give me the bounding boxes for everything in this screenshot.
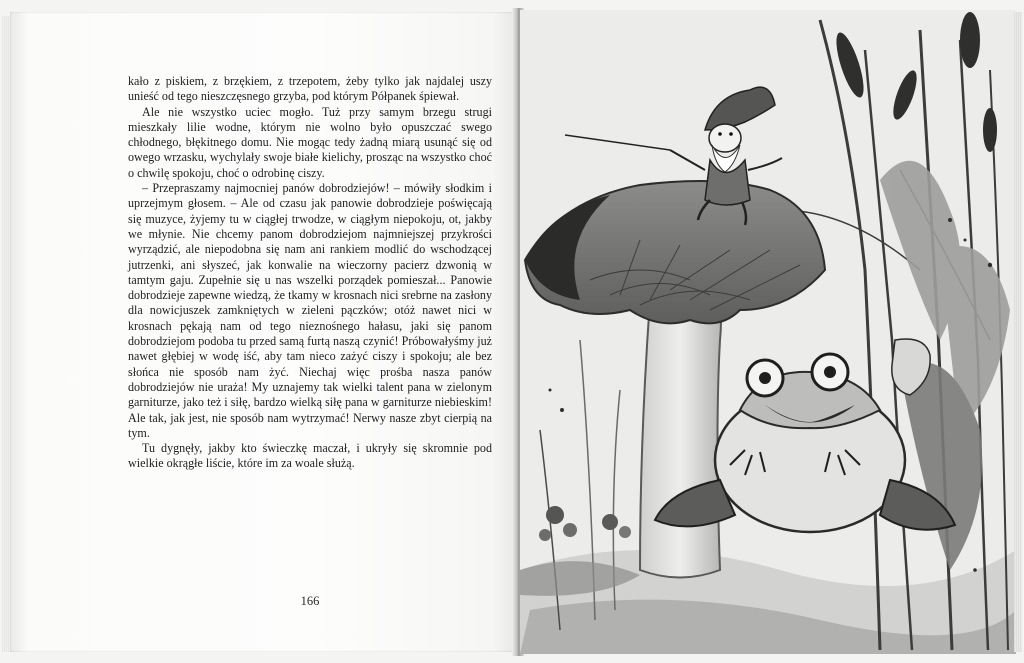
left-page <box>10 12 518 652</box>
story-text <box>128 74 492 472</box>
paragraph: Ale nie wszystko uciec mogło. Tuż przy samym brzegu strugi mieszkały lilie wodne, którym nie wolno było opuszczać swego chłodnego, błękitnego domu. Nie mogąc tedy żadną miarą usunąć się od owego wrzasku, wychylały swoje białe kielichy, prosząc na wszystko choć o chwilę spokoju, choć o odrobinę ciszy. <box>128 104 492 180</box>
right-page <box>520 10 1016 654</box>
paragraph: kało z piskiem, z brzękiem, z trzepotem, żeby tylko jak najdalej uszy unieść od tego nieszczęsnego grzyba, pod którym Półpanek śpiewał. <box>128 74 492 104</box>
gnome-on-mushroom-illustration <box>520 10 1016 654</box>
paragraph: Tu dygnęły, jakby kto świeczkę maczał, i ukryły się skromnie pod wielkie okrągłe liście, które im za woale służą. <box>128 441 492 471</box>
paragraph: – Przepraszamy najmocniej panów dobrodziejów! – mówiły słodkim i uprzejmym głosem. – Ale od czasu jak panowie dobrodzieje poświęcają się muzyce, żyjemy tu w ciągłej trwodze, w ciągłym niepokoju, ot, jakby we młynie. Nie chcemy panom dobrodziejom najmniejszej przykrości wyrządzić, ale niepodobna się nam ani rankiem modlić do wschodzącej jutrzenki, ani słyszeć, jak konwalie na wieczorny pacierz dzwonią w tamtym gaju. Zupełnie się u nas wszelki porządek pomieszał... Panowie dobrodzieje zapewne wiedzą, że tkamy w krosnach nici srebrne na zasłony dla nowicjuszek zamkniętych w zieleni pączków; otóż nawet nici w krosnach pękają nam od tego nieznośnego hałasu, jaki się panom dobrodziejom podoba tu przed samą furtą naszą czynić! Próbowałyśmy już nawet głębiej w wodę iść, aby tam nieco zażyć ciszy i spokoju; ale bez słońca nie sposób nam żyć. Niechaj więc prośba nasza panów dobrodziejów nie uraża! My uznajemy tak wielki talent pana w zielonym garniturze, jako też i siłę, bardzo wielką siłę pana w garniturze niebieskim! Ale tak, jak jest, nie sposób nam wytrzymać! Nerwy nasze zbyt cierpią na tym. <box>128 181 492 440</box>
page-number: 166 <box>300 594 320 608</box>
right-page-edges <box>1014 12 1022 652</box>
